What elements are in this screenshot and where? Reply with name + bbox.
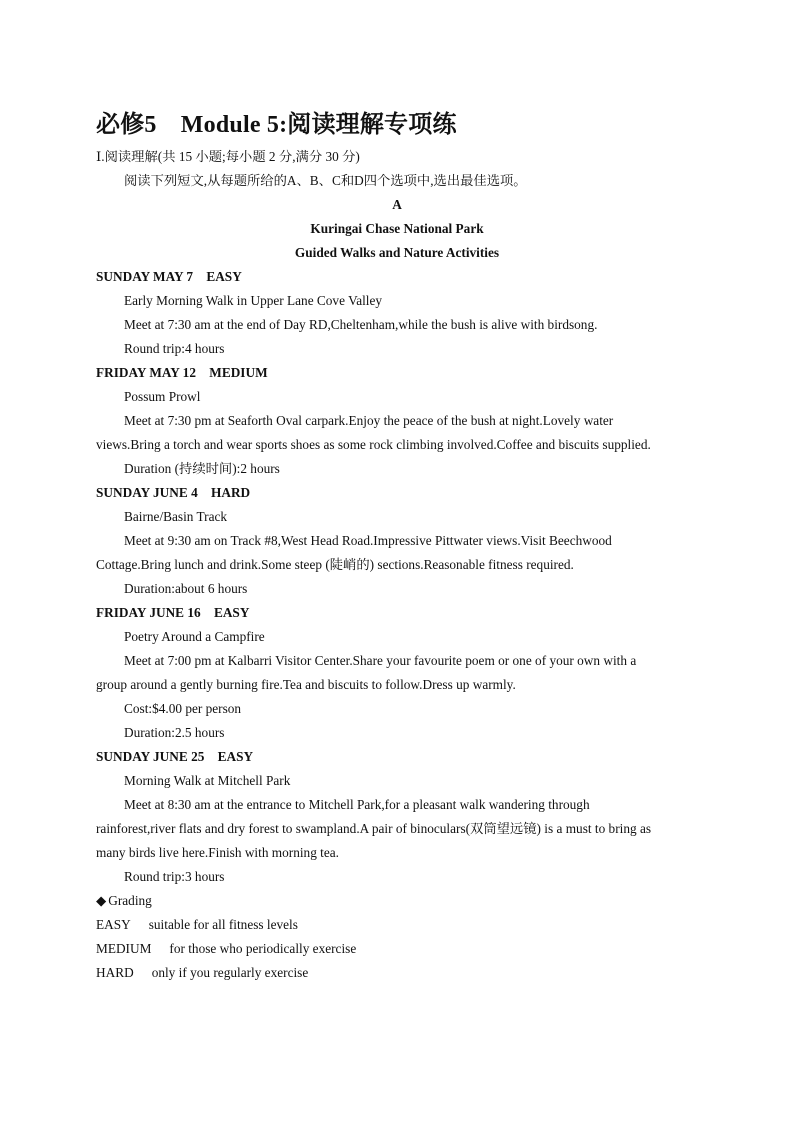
walk-header: FRIDAY MAY 12 MEDIUM [96,365,268,380]
grading-label: Grading [108,893,152,908]
walk-detail: Round trip:4 hours [124,341,225,356]
walk-header: FRIDAY JUNE 16 EASY [96,605,250,620]
walk-name: Morning Walk at Mitchell Park [124,773,291,788]
walk-description: Meet at 7:00 pm at Kalbarri Visitor Center.Share your favourite poem or one of your own with a [124,653,637,668]
passage-title: Kuringai Chase National Park [310,221,484,236]
grading-level: HARD [96,965,134,980]
walk-description: rainforest,river flats and dry forest to swampland.A pair of binoculars(双筒望远镜) is a must to bring as [96,821,652,836]
walk-detail: Duration:about 6 hours [124,581,248,596]
walk-description: group around a gently burning fire.Tea and biscuits to follow.Dress up warmly. [96,677,516,692]
diamond-bullet-icon: ◆ [96,893,107,908]
walk-header: SUNDAY JUNE 25 EASY [96,749,254,764]
walk-detail: Cost:$4.00 per person [124,701,242,716]
walk-name: Possum Prowl [124,389,201,404]
passage-subtitle: Guided Walks and Nature Activities [294,245,500,260]
walk-description: many birds live here.Finish with morning tea. [96,845,339,860]
section-heading: Ⅰ.阅读理解(共 15 小题;每小题 2 分,满分 30 分) [96,149,360,164]
grading-desc: suitable for all fitness levels [148,917,298,932]
grading-heading [96,892,152,910]
walk-detail: Duration (持续时间):2 hours [124,461,280,476]
walk-description: Meet at 7:30 pm at Seaforth Oval carpark.Enjoy the peace of the bush at night.Lovely water [124,413,614,428]
walk-detail: Duration:2.5 hours [124,725,225,740]
walk-description: Cottage.Bring lunch and drink.Some steep (陡峭的) sections.Reasonable fitness required. [96,557,574,572]
grading-row [96,916,298,934]
walk-description: Meet at 9:30 am on Track #8,West Head Road.Impressive Pittwater views.Visit Beechwood [124,533,612,548]
grading-row [96,964,308,982]
grading-desc: for those who periodically exercise [169,941,357,956]
grading-level: EASY [96,917,131,932]
walk-header: SUNDAY MAY 7 EASY [96,269,242,284]
walk-description: Meet at 8:30 am at the entrance to Mitchell Park,for a pleasant walk wandering through [124,797,590,812]
walk-description: Meet at 7:30 am at the end of Day RD,Cheltenham,while the bush is alive with birdsong. [124,317,598,332]
walk-detail: Round trip:3 hours [124,869,225,884]
walk-description: views.Bring a torch and wear sports shoes as some rock climbing involved.Coffee and biscuits supplied. [96,437,651,452]
walk-name: Poetry Around a Campfire [124,629,265,644]
grading-level: MEDIUM [96,941,152,956]
walk-name: Early Morning Walk in Upper Lane Cove Valley [124,293,383,308]
grading-desc: only if you regularly exercise [151,965,309,980]
passage-letter: A [392,197,402,212]
grading-row [96,940,356,958]
walk-name: Bairne/Basin Track [124,509,228,524]
walk-header: SUNDAY JUNE 4 HARD [96,485,251,500]
instruction-text: 阅读下列短文,从每题所给的A、B、C和D四个选项中,选出最佳选项。 [124,173,527,188]
page-title: 必修5 Module 5:阅读理解专项练 [96,112,457,138]
